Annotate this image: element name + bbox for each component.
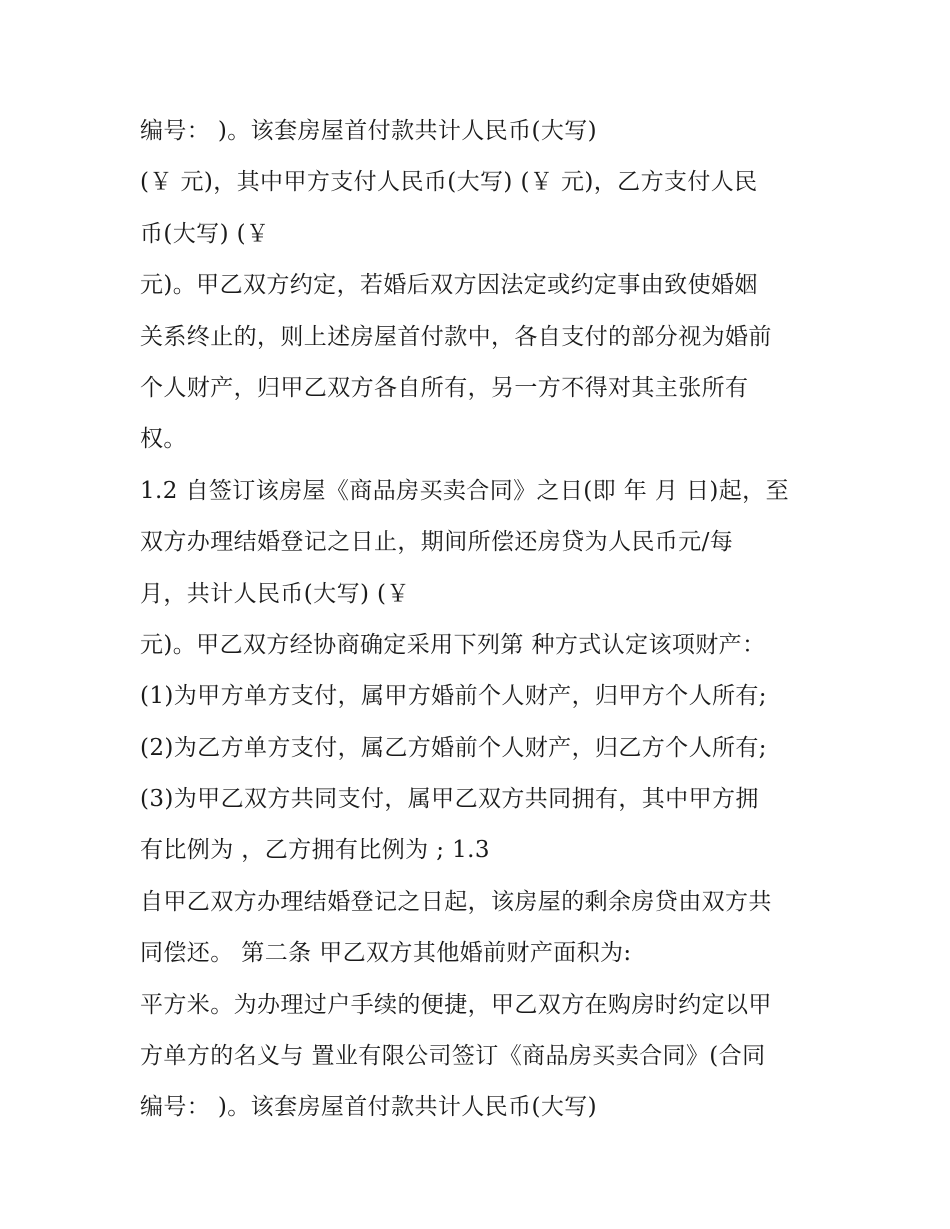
- text-line: 权。: [140, 426, 187, 453]
- text-line: 编号： )。该套房屋首付款共计人民币(大写): [140, 1094, 598, 1121]
- document-body: [140, 106, 820, 1134]
- text-line: (￥ 元)，其中甲方支付人民币(大写) (￥ 元)，乙方支付人民: [140, 169, 758, 196]
- text-line: 平方米。为办理过户手续的便捷，甲乙双方在购房时约定以甲: [140, 991, 772, 1018]
- text-line: (1)为甲方单方支付，属甲方婚前个人财产，归甲方个人所有;: [140, 683, 767, 710]
- text-line: 个人财产，归甲乙双方各自所有，另一方不得对其主张所有: [140, 374, 749, 401]
- text-line: 方单方的名义与 置业有限公司签订《商品房买卖合同》(合同: [140, 1043, 766, 1070]
- text-line: 月，共计人民币(大写) (￥: [140, 580, 410, 607]
- text-line: (3)为甲乙双方共同支付，属甲乙双方共同拥有，其中甲方拥: [140, 786, 759, 813]
- text-line: 自甲乙双方办理结婚登记之日起，该房屋的剩余房贷由双方共: [140, 888, 772, 915]
- text-line: 同偿还。 第二条 甲乙双方其他婚前财产面积为:: [140, 940, 632, 967]
- text-line: 编号： )。该套房屋首付款共计人民币(大写): [140, 118, 598, 144]
- text-line: 有比例为 ，乙方拥有比例为 ; 1.3: [140, 837, 490, 864]
- text-line: 双方办理结婚登记之日止，期间所偿还房贷为人民币元/每: [140, 529, 734, 556]
- text-line: (2)为乙方单方支付，属乙方婚前个人财产，归乙方个人所有;: [140, 734, 767, 761]
- text-line: 元)。甲乙双方经协商确定采用下列第 种方式认定该项财产：: [140, 631, 766, 658]
- text-line: 币(大写) (￥: [140, 220, 270, 247]
- text-line: 1.2 自签订该房屋《商品房买卖合同》之日(即 年 月 日)起，至: [140, 477, 789, 504]
- text-line: 元)。甲乙双方约定，若婚后双方因法定或约定事由致使婚姻: [140, 272, 758, 299]
- text-line: 关系终止的，则上述房屋首付款中，各自支付的部分视为婚前: [140, 323, 772, 350]
